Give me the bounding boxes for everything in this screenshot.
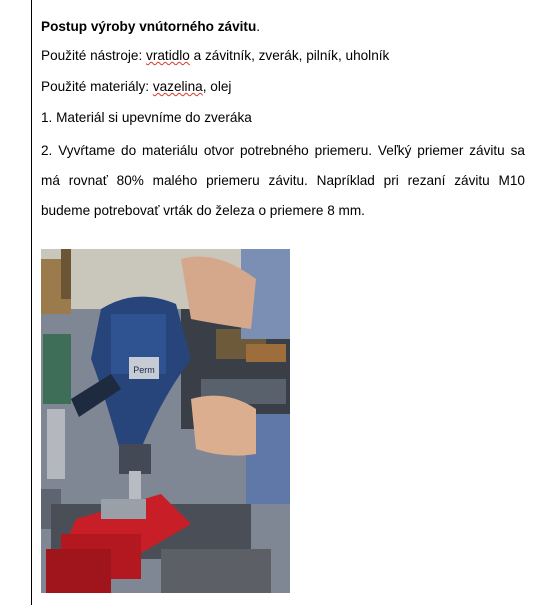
step-2: 2. Vyvŕtame do materiálu otvor potrebného priemeru. Veľký priemer závitu sa má rovnať 80% malého priemeru závitu. Napríklad pri rezaní závitu M10 budeme potrebovať vrták do železa o priemere 8 mm. (41, 143, 525, 218)
title-text: Postup výroby vnútorného závitu (41, 19, 257, 34)
title-period: . (256, 19, 261, 34)
document-title (41, 14, 525, 39)
tools-line (41, 43, 525, 68)
materials-rest: , olej (202, 79, 232, 94)
step-1: 1. Materiál si upevníme do zveráka (41, 110, 252, 125)
document-body (41, 14, 525, 226)
drill-brand-label: Perm (133, 365, 155, 375)
page-margin-line (31, 0, 32, 605)
materials-label: Použité materiály: (41, 79, 153, 94)
tools-first-word: vratidlo (146, 48, 190, 63)
tools-label: Použité nástroje: (41, 48, 147, 63)
materials-line (41, 74, 525, 99)
drill-photo (41, 249, 290, 593)
materials-first-word: vazelina (152, 79, 203, 94)
tools-rest: a závitník, zverák, pilník, uholník (189, 48, 390, 63)
